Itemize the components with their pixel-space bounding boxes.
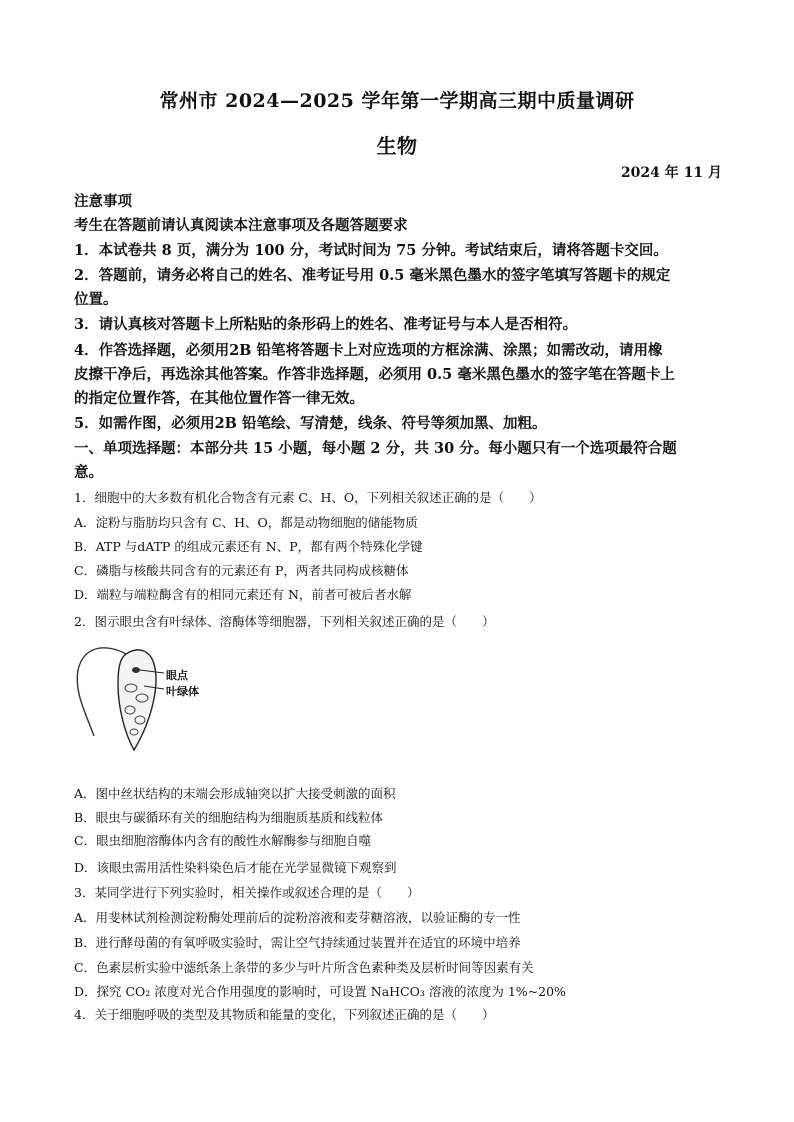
figure-label-chloroplast: 叶绿体: [166, 685, 199, 698]
q3-option-d: D．探究 CO₂ 浓度对光合作用强度的影响时，可设置 NaHCO₃ 溶液的浓度为 1%~20%: [74, 984, 566, 999]
q1-option-d: D．端粒与端粒酶含有的相同元素还有 N，前者可被后者水解: [74, 587, 412, 602]
notice-line-1: 1．本试卷共 8 页，满分为 100 分，考试时间为 75 分钟。考试结束后，请将答题卡交回。: [74, 242, 668, 259]
notice-line-3: 3．请认真核对答题卡上所粘贴的条形码上的姓名、准考证号与本人是否相符。: [74, 316, 578, 333]
notice-line-4: 4．作答选择题，必须用2B 铅笔将答题卡上对应选项的方框涂满、涂黑；如需改动，请用橡: [74, 342, 663, 359]
q3-option-c: C．色素层析实验中滤纸条上条带的多少与叶片所含色素种类及层析时间等因素有关: [74, 960, 534, 975]
q3-option-a: A．用斐林试剂检测淀粉酶处理前后的淀粉溶液和麦芽糖溶液，以验证酶的专一性: [74, 910, 521, 925]
q2-stem: 2．图示眼虫含有叶绿体、溶酶体等细胞器，下列相关叙述正确的是（ ）: [74, 614, 495, 629]
q2-option-a: A．图中丝状结构的末端会形成轴突以扩大接受刺激的面积: [74, 786, 396, 801]
figure-label-eyespot: 眼点: [166, 669, 188, 682]
q1-stem: 1．细胞中的大多数有机化合物含有元素 C、H、O，下列相关叙述正确的是（ ）: [74, 490, 542, 505]
section-heading: 一、单项选择题：本部分共 15 小题，每小题 2 分，共 30 分。每小题只有一个选项最符合题: [74, 440, 677, 457]
notice-line-2: 2．答题前，请务必将自己的姓名、准考证号用 0.5 毫米黑色墨水的签字笔填写答题卡的规定: [74, 267, 671, 284]
q1-option-a: A．淀粉与脂肪均只含有 C、H、O，都是动物细胞的储能物质: [74, 515, 418, 530]
notice-line-2-cont: 位置。: [74, 291, 118, 308]
q1-option-b: B．ATP 与dATP 的组成元素还有 N、P，都有两个特殊化学键: [74, 539, 423, 554]
section-heading-cont: 意。: [74, 464, 103, 481]
q2-option-c: C．眼虫细胞溶酶体内含有的酸性水解酶参与细胞自噬: [74, 833, 372, 848]
q2-option-d: D．该眼虫需用活性染料染色后才能在光学显微镜下观察到: [74, 860, 397, 875]
exam-title: 常州市 2024—2025 学年第一学期高三期中质量调研: [159, 90, 635, 112]
notice-line-5: 5．如需作图，必须用2B 铅笔绘、写清楚，线条、符号等须加黑、加粗。: [74, 415, 547, 432]
q2-option-b: B．眼虫与碳循环有关的细胞结构为细胞质基质和线粒体: [74, 810, 384, 825]
euglena-figure: [68, 640, 198, 760]
euglena-drawing: [68, 640, 198, 760]
notice-heading: 注意事项: [74, 193, 132, 210]
q3-stem: 3．某同学进行下列实验时，相关操作或叙述合理的是（ ）: [74, 885, 420, 900]
q4-stem: 4．关于细胞呼吸的类型及其物质和能量的变化，下列叙述正确的是（ ）: [74, 1007, 495, 1022]
notice-intro: 考生在答题前请认真阅读本注意事项及各题答题要求: [74, 217, 408, 234]
notice-line-4-cont: 皮擦干净后，再选涂其他答案。作答非选择题，必须用 0.5 毫米黑色墨水的签字笔在答题卡上: [74, 366, 675, 383]
q1-option-c: C．磷脂与核酸共同含有的元素还有 P，两者共同构成核糖体: [74, 563, 409, 578]
q3-option-b: B．进行酵母菌的有氧呼吸实验时，需让空气持续通过装置并在适宜的环境中培养: [74, 935, 521, 950]
exam-date: 2024 年 11 月: [620, 165, 722, 181]
notice-line-4-cont2: 的指定位置作答，在其他位置作答一律无效。: [74, 390, 364, 407]
subject-title: 生物: [376, 134, 418, 158]
